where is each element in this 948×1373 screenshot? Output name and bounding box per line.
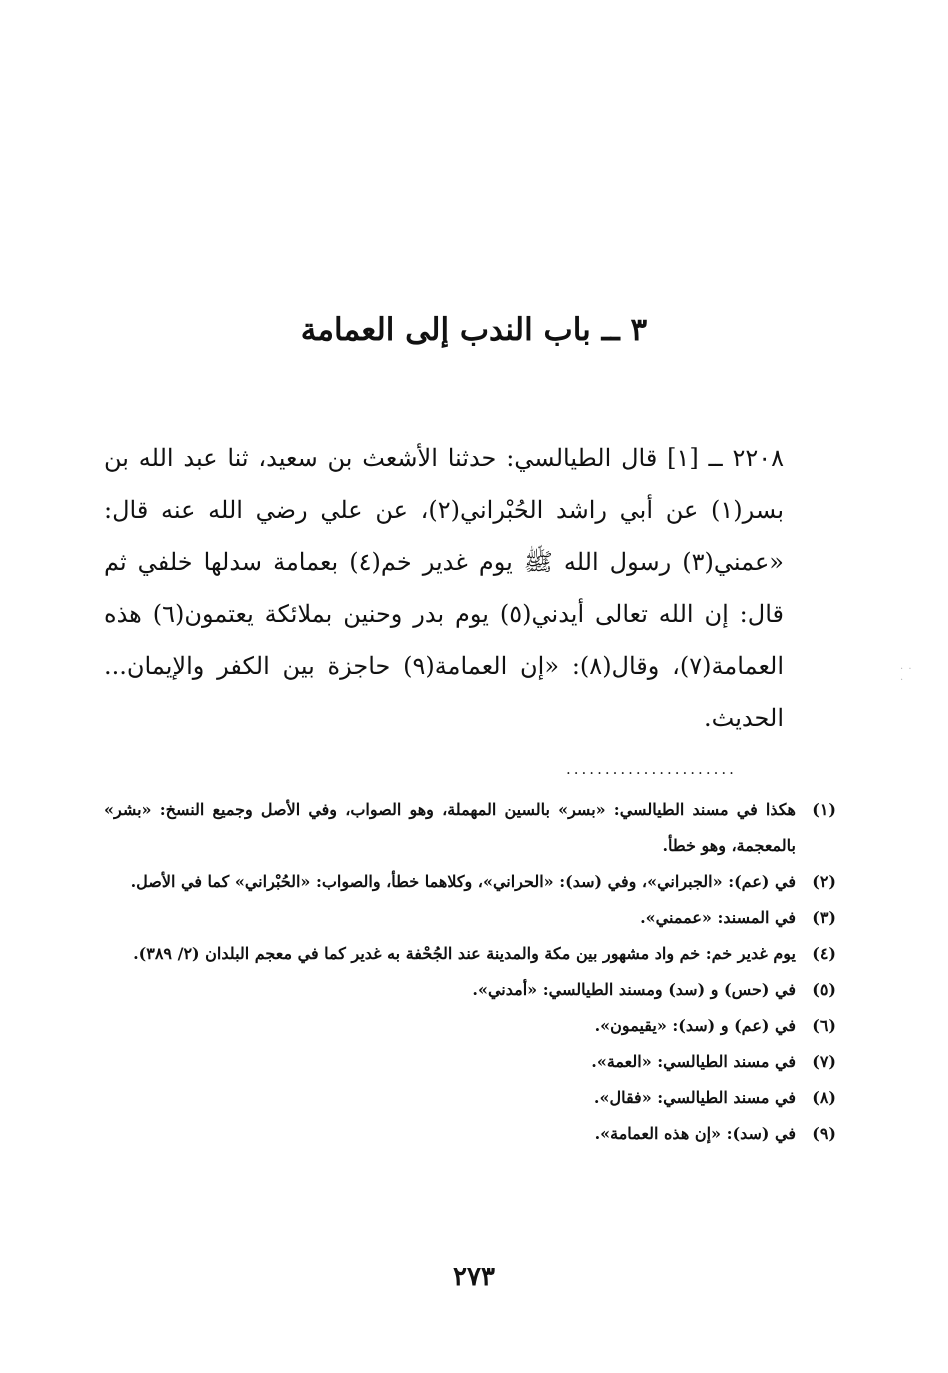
margin-mark: · · · xyxy=(900,664,913,686)
footnote-number: (٨) xyxy=(812,1088,836,1107)
footnote-number: (٩) xyxy=(812,1124,836,1143)
footnote-1 xyxy=(104,792,836,864)
footnote-6 xyxy=(104,1008,836,1044)
footnote-number: (٢) xyxy=(812,872,836,891)
footnotes xyxy=(104,792,836,1152)
footnote-text: في مسند الطيالسي: «فقال». xyxy=(593,1088,796,1107)
footnote-number: (٣) xyxy=(812,908,836,927)
footnote-7 xyxy=(104,1044,836,1080)
footnote-number: (٤) xyxy=(812,944,836,963)
footnote-4 xyxy=(104,936,836,972)
footnote-separator: ...................... xyxy=(566,760,737,778)
footnote-text: في (حس) و (سد) ومسند الطيالسي: «أمدني». xyxy=(472,980,796,999)
footnote-number: (١) xyxy=(812,800,836,819)
footnote-text: هكذا في مسند الطيالسي: «بسر» بالسين المهملة، وهو الصواب، وفي الأصل وجميع النسخ: «بشر» بالمعجمة، وهو خطأ. xyxy=(104,800,796,855)
footnote-text: في المسند: «عممني». xyxy=(640,908,796,927)
hadith-text xyxy=(104,432,832,744)
footnote-text: يوم غدير خم: خم واد مشهور بين مكة والمدينة عند الجُحْفة به غدير كما في معجم البلدان (٢/ ٣٨٩). xyxy=(133,944,796,963)
footnote-5 xyxy=(104,972,836,1008)
footnote-text: في مسند الطيالسي: «العمة». xyxy=(591,1052,796,1071)
footnote-2 xyxy=(104,864,836,900)
footnote-3 xyxy=(104,900,836,936)
footnote-9 xyxy=(104,1116,836,1152)
footnote-number: (٧) xyxy=(812,1052,836,1071)
footnote-text: في (عم): «الجبراني»، وفي (سد): «الحراني»، وكلاهما خطأ، والصواب: «الحُبْراني» كما في الأصل. xyxy=(130,872,796,891)
footnote-number: (٦) xyxy=(812,1016,836,1035)
footnote-text: في (عم) و (سد): «يقيمون». xyxy=(594,1016,796,1035)
chapter-title: ٣ ــ باب الندب إلى العمامة xyxy=(300,312,648,348)
page-number: ٢٧٣ xyxy=(453,1262,495,1292)
footnote-8 xyxy=(104,1080,836,1116)
footnote-number: (٥) xyxy=(812,980,836,999)
footnote-text: في (سد): «إن هذه العمامة». xyxy=(594,1124,796,1143)
hadith-paragraph: ٢٢٠٨ ــ [١] قال الطيالسي: حدثنا الأشعث بن سعيد، ثنا عبد الله بن بسر(١) عن أبي راشد الحُبْراني(٢)، عن علي رضي الله عنه قال: «عمني(٣) رسول الله ﷺ يوم غدير خم(٤) بعمامة سدلها خلفي ثم قال: إن الله تعالى أيدني(٥) يوم بدر وحنين بملائكة يعتمون(٦) هذه العمامة(٧)، وقال(٨): «إن العمامة(٩) حاجزة بين الكفر والإيمان... الحديث. xyxy=(104,444,785,732)
